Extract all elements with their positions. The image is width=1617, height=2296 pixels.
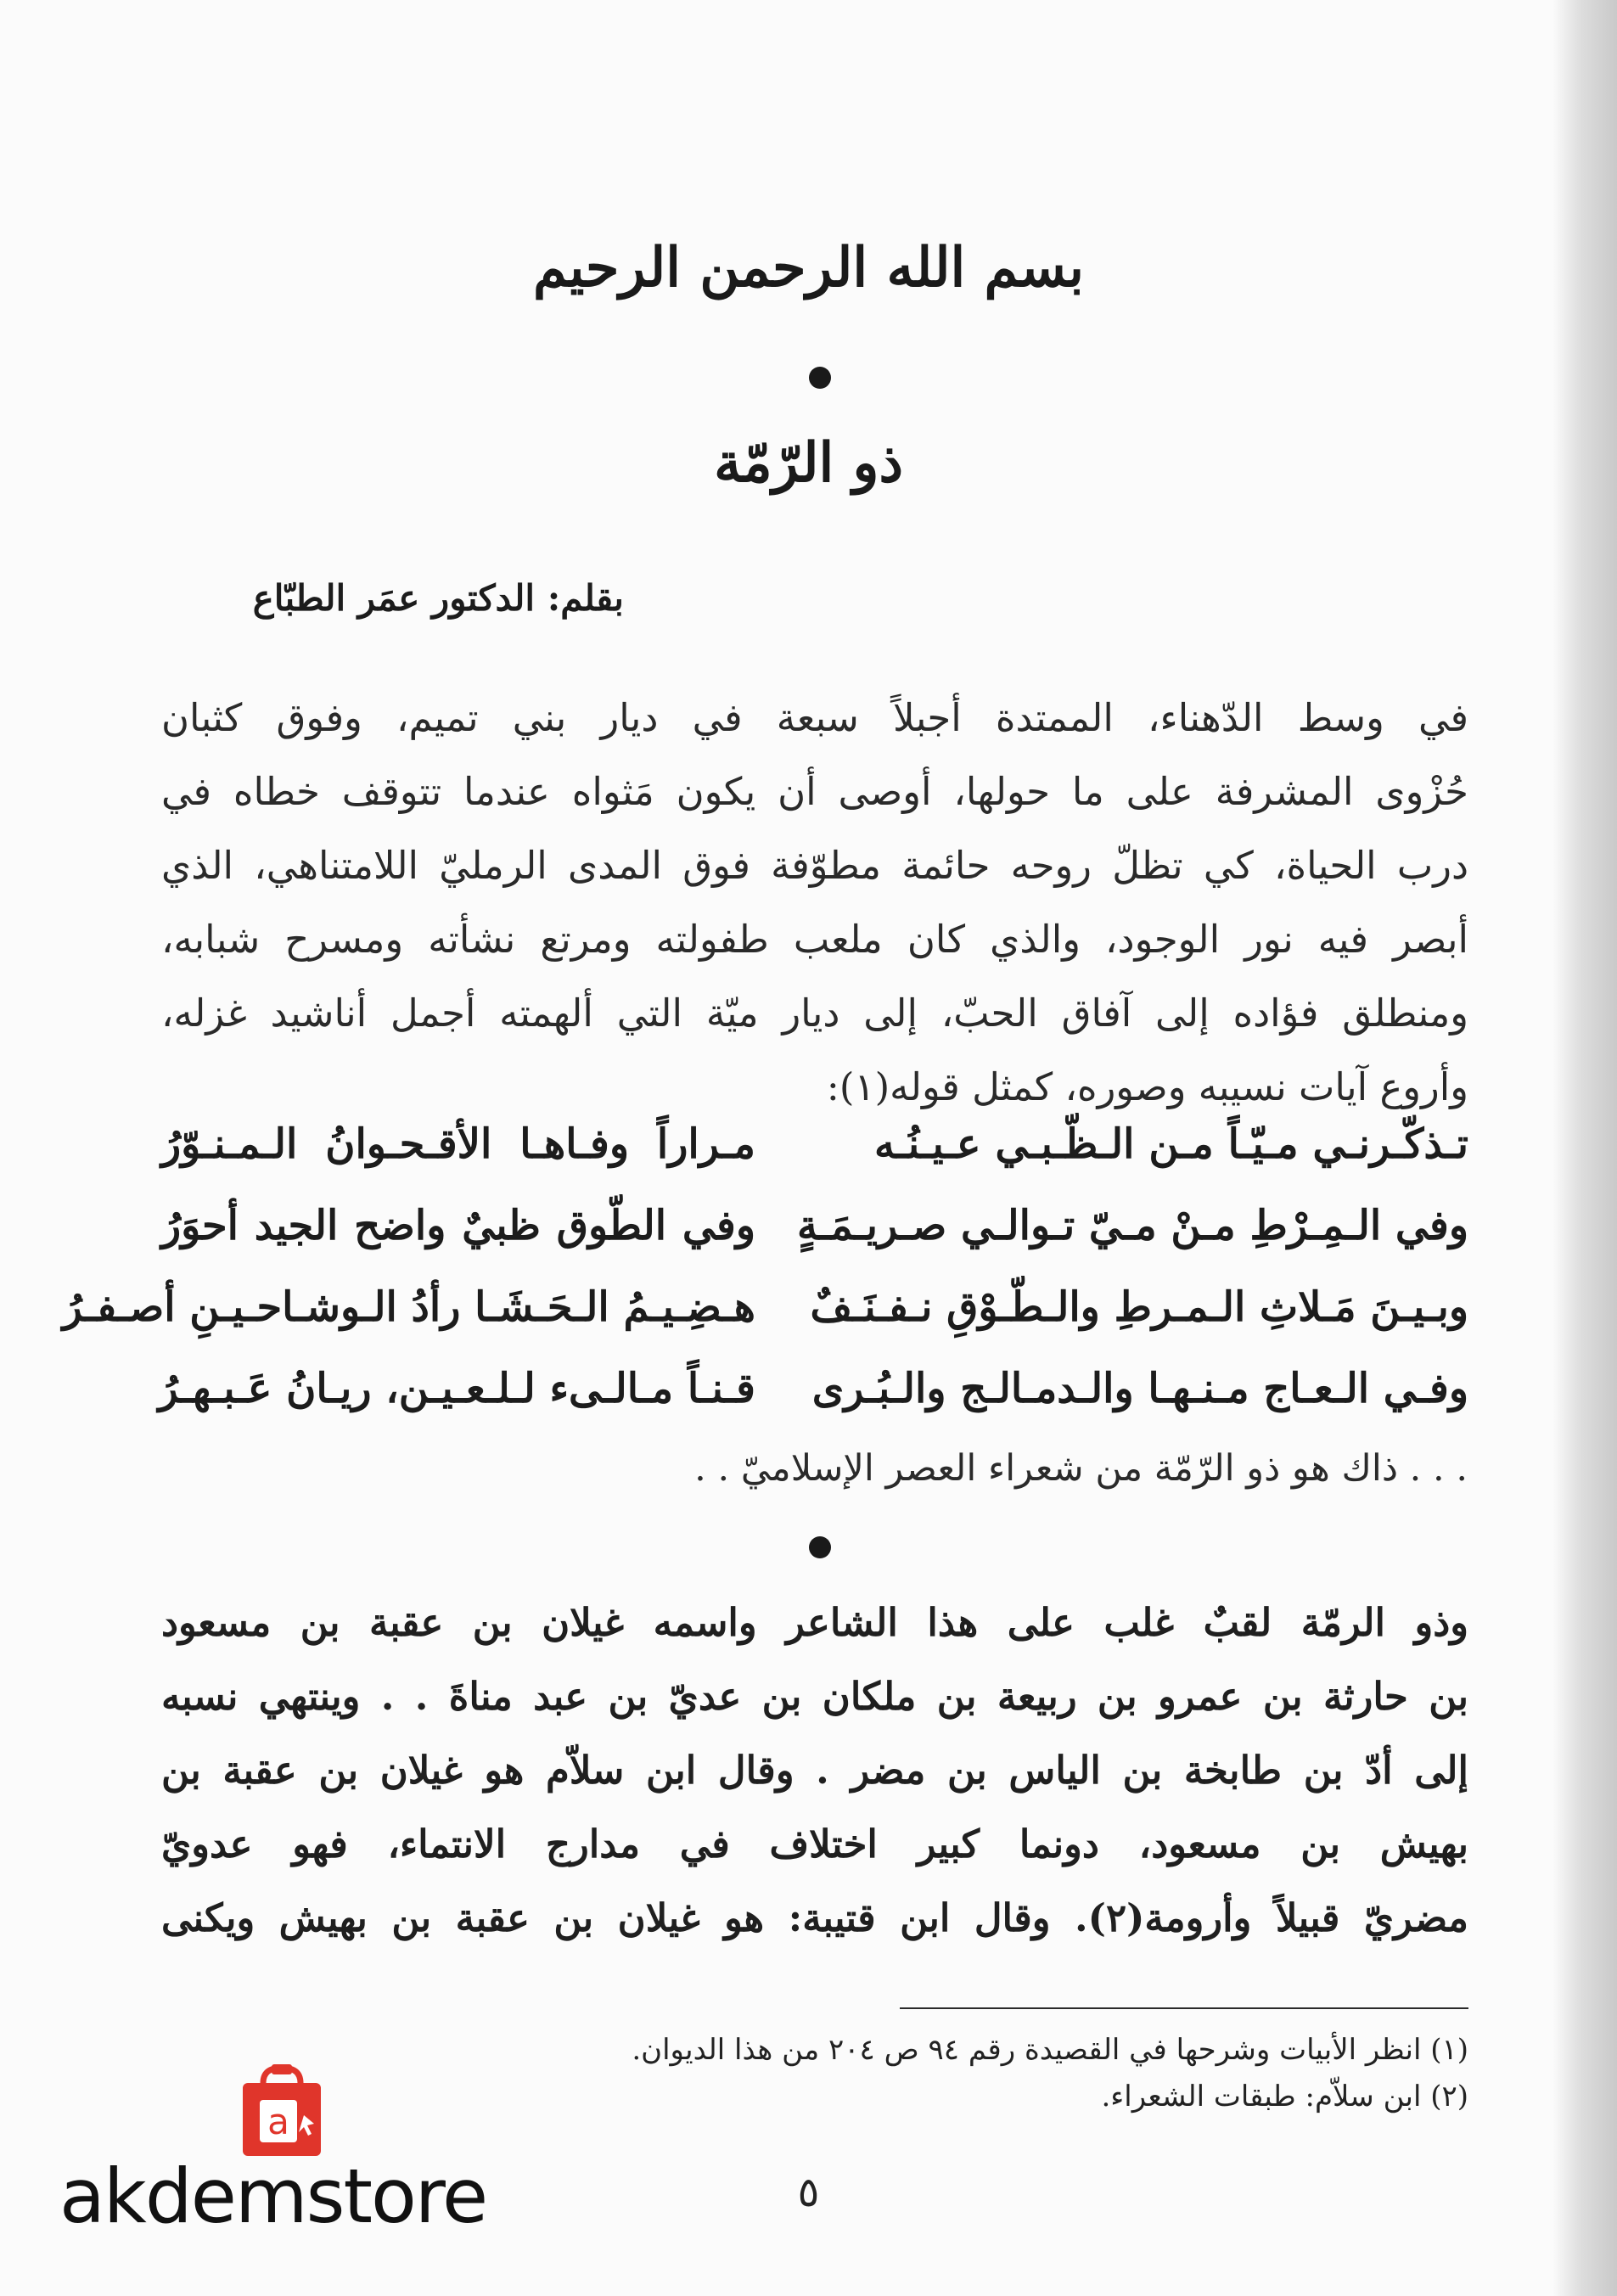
verse-first-hemistich: وفي الـمِـرْطِ مـنْ مـيّ تـوالـي صـريـمَـةٍ — [796, 1202, 1468, 1249]
text-line: أبصر فيه نور الوجود، والذي كان ملعب طفولته ومرتع نشأته ومسرح شبابه، — [161, 917, 1468, 962]
verse-first-hemistich: وبـيـنَ مَـلاثِ الـمـرطِ والـطّـوْقِ نـفـنَـفٌ — [810, 1283, 1468, 1331]
page-edge-shadow — [1553, 0, 1617, 2296]
footnote-rule — [900, 2007, 1468, 2009]
text-line: درب الحياة، كي تظلّ روحه حائمة مطوّفة فوق المدى الرمليّ اللامتناهي، الذي — [161, 843, 1468, 888]
text-line: ومنطلق فؤاده إلى آفاق الحبّ، إلى ديار ميّة التي ألهمته أجمل أناشيد غزله، — [161, 991, 1468, 1036]
verse-first-hemistich: تـذكّـرنـي مـيّـاً مـن الـظّـبـي عـيـنُـه — [874, 1120, 1468, 1168]
text-line: وأروع آيات نسيبه وصوره، كمثل قوله(١): — [826, 1064, 1468, 1109]
verse-second-hemistich: مـراراً وفـاهـا الأقـحـوانُ الـمـنـوّرُ — [161, 1120, 755, 1168]
brand-wordmark: akdemstore — [59, 2153, 487, 2240]
section-dot — [809, 1536, 831, 1558]
page-title: ذو الرّمّة — [714, 431, 903, 495]
footnote: (١) انظر الأبيات وشرحها في القصيدة رقم ٩٤ ص ٢٠٤ من هذا الديوان. — [632, 2033, 1468, 2067]
page-number: ٥ — [797, 2169, 820, 2216]
text-line: بن حارثة بن عمرو بن ربيعة بن ملكان بن عديّ بن عبد مناةَ . . وينتهي نسبه — [161, 1674, 1468, 1719]
verse-second-hemistich: هـضِـيـمُ الـحَـشَـا رأدُ الـوشـاحـيـنِ أصـفـرُ — [62, 1283, 755, 1331]
akdemstore-logo — [54, 2064, 496, 2240]
verse-first-hemistich: وفـي الـعـاج مـنـهـا والـدمـالـج والـبُـرى — [811, 1365, 1468, 1412]
text-line: إلى أدّ بن طابخة بن الياس بن مضر . وقال ابن سلاّم هو غيلان بن عقبة بن — [161, 1748, 1468, 1793]
verse-second-hemistich: وفي الطّوق ظبيٌ واضح الجيد أحوَرُ — [161, 1202, 755, 1249]
bio-paragraph — [161, 1586, 1468, 1955]
author-byline: بقلم: الدكتور عمَر الطبّاع — [252, 577, 624, 619]
basmala: بسم الله الرحمن الرحيم — [532, 236, 1085, 300]
text-line: في وسط الدّهناء، الممتدة أجبلاً سبعة في ديار بني تميم، وفوق كثبان — [161, 695, 1468, 740]
conclusion-line: . . . ذاك هو ذو الرّمّة من شعراء العصر الإسلاميّ . . — [694, 1447, 1468, 1490]
section-dot — [809, 367, 831, 389]
shopping-bag-icon — [231, 2064, 333, 2158]
text-line: حُزْوى المشرفة على ما حولها، أوصى أن يكون مَثواه عندما تتوقف خطاه في — [161, 769, 1468, 814]
verse-line — [161, 1202, 1468, 1283]
verse-line — [161, 1120, 1468, 1202]
intro-paragraph — [161, 681, 1468, 1124]
footnote: (٢) ابن سلاّم: طبقات الشعراء. — [1101, 2080, 1468, 2114]
logo-bag-letter: a — [267, 2101, 289, 2142]
text-line: وذو الرمّة لقبٌ غلب على هذا الشاعر واسمه غيلان بن عقبة بن مسعود — [161, 1600, 1468, 1645]
text-line: مضريّ قبيلاً وأرومة(٢). وقال ابن قتيبة: هو غيلان بن عقبة بن بهيش ويكنى — [161, 1895, 1468, 1940]
verse-line — [62, 1283, 1468, 1365]
verse-line — [158, 1365, 1468, 1446]
text-line: بهيش بن مسعود، دونما كبير اختلاف في مدارج الانتماء، فهو عدويّ — [161, 1822, 1468, 1867]
verse-second-hemistich: قـنـاً مـالـىء لـلـعـيـن، ريـانُ عَـبـهـرُ — [158, 1365, 755, 1412]
